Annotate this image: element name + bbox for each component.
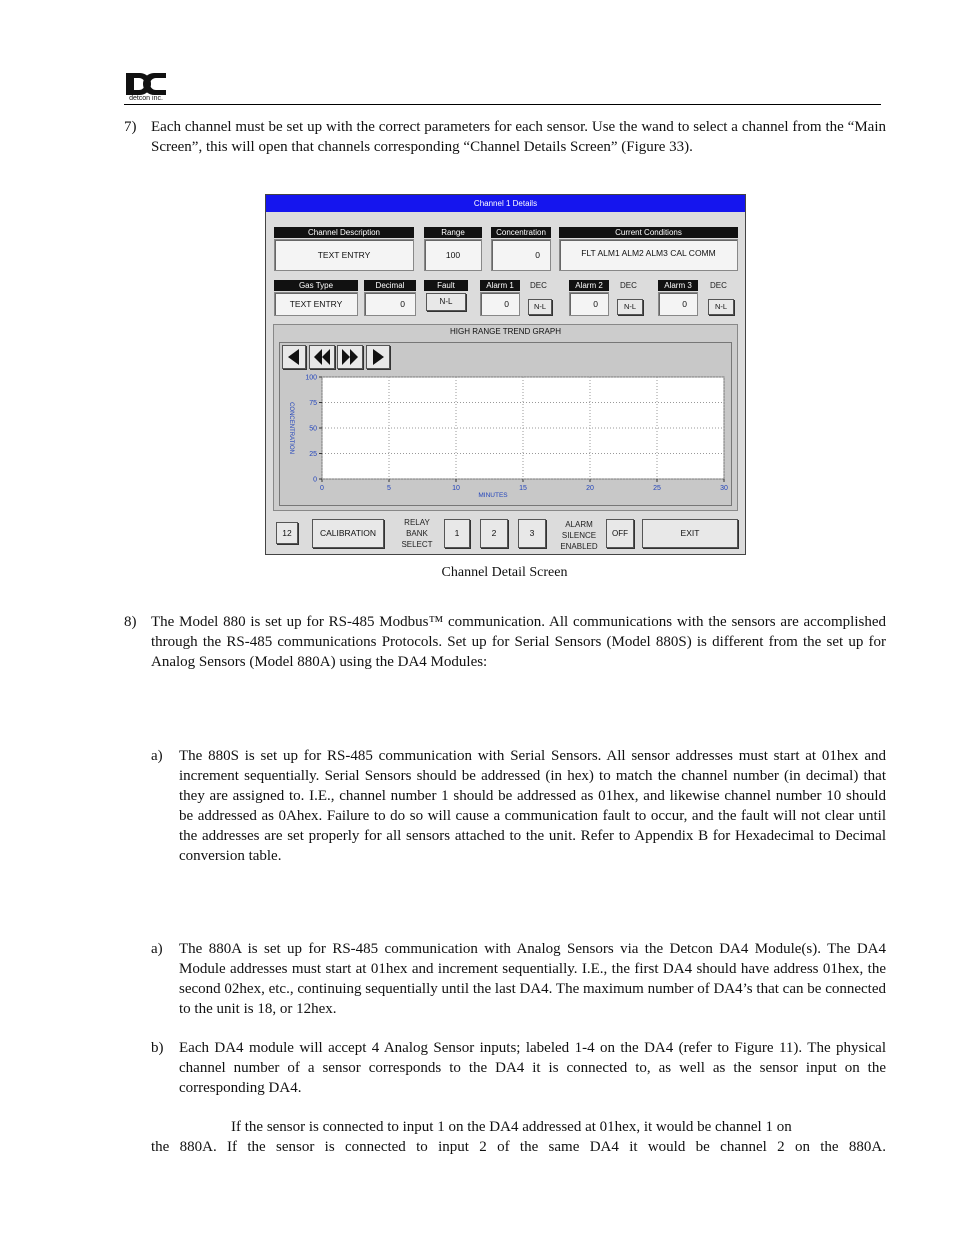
item-number: 7) <box>124 119 137 135</box>
logo-text: detcon inc. <box>129 95 163 102</box>
figure-caption: Channel Detail Screen <box>441 565 568 580</box>
range-label: Range <box>424 227 482 238</box>
paragraph: The 880S is set up for RS-485 communication with Serial Sensors. All sensor addresses must start at 01hex and increment sequentially. Serial Sensors should be addressed (in hex) to match the channel number (in decimal) that they are assigned to. I.E., channel number 1 should be addressed as 01hex, and likewise channel number 10 should be addressed as 0Ahex. Failure to do so will cause a communication fault to occur, and the fault will not clear until the addresses are set properly for all sensors attached to the unit. Refer to Appendix B for Hexadecimal to Decimal conversion table. <box>179 748 886 864</box>
item-number: 8) <box>124 614 137 630</box>
trend-chart <box>280 371 731 503</box>
fault-label: Fault <box>424 280 468 291</box>
alarm3-dec[interactable]: DEC <box>710 281 727 290</box>
scroll-right-button[interactable] <box>366 345 390 369</box>
y-axis-label: CONCENTRATION <box>288 402 294 454</box>
concentration-field: 0 <box>491 239 551 271</box>
paragraph: Each channel must be set up with the correct parameters for each sensor. Use the wand to select a channel from the “Main Screen”, this will open that channels corresponding “Channel Details Screen” (Figure 33). <box>151 119 886 155</box>
relay-bank-1-button[interactable]: 1 <box>444 519 470 548</box>
channel-description-label: Channel Description <box>274 227 414 238</box>
x-axis-label: MINUTES <box>478 492 508 499</box>
arrow-right-icon <box>367 346 389 368</box>
y-tick-label: 50 <box>309 425 317 433</box>
alarm1-label: Alarm 1 <box>480 280 520 291</box>
y-tick-label: 25 <box>309 451 317 458</box>
arrow-left-icon <box>283 346 305 368</box>
channel-number-button[interactable]: 12 <box>276 522 298 544</box>
x-tick-label: 25 <box>653 485 661 492</box>
gas-type-field[interactable]: TEXT ENTRY <box>274 292 358 316</box>
paragraph: Each DA4 module will accept 4 Analog Sensor inputs; labeled 1-4 on the DA4 (refer to Figure 11). The physical channel number of a sensor corresponds to the DA4 it is connected to, as well as the sensor input on the corresponding DA4. <box>179 1040 886 1096</box>
y-tick-label: 0 <box>313 476 317 484</box>
scroll-left-button[interactable] <box>282 345 306 369</box>
x-tick-label: 15 <box>519 485 527 492</box>
x-tick-label: 10 <box>452 485 460 492</box>
x-tick-label: 5 <box>387 485 391 492</box>
alarm2-dec[interactable]: DEC <box>620 281 637 290</box>
calibration-button[interactable]: CALIBRATION <box>312 519 384 548</box>
alarm1-dec[interactable]: DEC <box>530 281 547 290</box>
alarm-silence-label: ALARM SILENCE ENABLED <box>560 520 598 551</box>
fault-toggle[interactable]: N-L <box>426 293 466 311</box>
range-field[interactable]: 100 <box>424 239 482 271</box>
paragraph-line: If the sensor is connected to input 1 on the DA4 addressed at 01hex, it would be channel 1 on <box>231 1119 792 1135</box>
channel-details-screen <box>265 194 746 555</box>
relay-bank-select-label: RELAY BANK SELECT <box>401 518 433 549</box>
alarm2-nl-toggle[interactable]: N-L <box>617 299 643 315</box>
fast-rewind-button[interactable] <box>309 345 335 369</box>
alarm2-label: Alarm 2 <box>569 280 609 291</box>
graph-inner <box>279 342 732 506</box>
alarm3-field[interactable]: 0 <box>658 292 698 316</box>
relay-bank-3-button[interactable]: 3 <box>518 519 546 548</box>
alarm1-field[interactable]: 0 <box>480 292 520 316</box>
fast-forward-button[interactable] <box>337 345 363 369</box>
alarm-silence-toggle[interactable]: OFF <box>606 519 634 548</box>
exit-button[interactable]: EXIT <box>642 519 738 548</box>
gas-type-label: Gas Type <box>274 280 358 291</box>
x-tick-label: 30 <box>720 485 728 492</box>
decimal-field[interactable]: 0 <box>364 292 416 316</box>
fast-rewind-icon <box>310 346 334 368</box>
item-letter: a) <box>151 941 163 957</box>
current-conditions-field: FLT ALM1 ALM2 ALM3 CAL COMM <box>559 239 738 271</box>
alarm3-nl-toggle[interactable]: N-L <box>708 299 734 315</box>
item-letter: b) <box>151 1040 164 1056</box>
screen-title: Channel 1 Details <box>266 195 745 212</box>
x-tick-label: 20 <box>586 485 594 492</box>
concentration-label: Concentration <box>491 227 551 238</box>
alarm1-nl-toggle[interactable]: N-L <box>528 299 552 315</box>
paragraph: The 880A is set up for RS-485 communication with Analog Sensors via the Detcon DA4 Module(s). The DA4 Module addresses must start at 01hex and increment sequentially. I.E., the first DA4 should have address 01hex, the second 02hex, etc., continuing sequentially until the last DA4. The maximum number of DA4’s that can be connected to the unit is 18, or 12hex. <box>179 941 886 1017</box>
paragraph-line: the 880A. If the sensor is connected to input 2 of the same DA4 it would be channel 2 on the 880A. <box>151 1139 886 1155</box>
graph-title: HIGH RANGE TREND GRAPH <box>450 327 561 336</box>
relay-bank-2-button[interactable]: 2 <box>480 519 508 548</box>
decimal-label: Decimal <box>364 280 416 291</box>
alarm2-field[interactable]: 0 <box>569 292 609 316</box>
trend-graph-panel <box>273 324 738 511</box>
item-letter: a) <box>151 748 163 764</box>
y-tick-label: 100 <box>305 374 317 382</box>
x-tick-label: 0 <box>320 485 324 492</box>
y-tick-label: 75 <box>309 400 317 407</box>
paragraph: The Model 880 is set up for RS-485 Modbus™ communication. All communications with the sensors are accomplished through the RS-485 communications Protocols. Set up for Serial Sensors (Model 880S) is different from the set up for Analog Sensors (Model 880A) using the DA4 Modules: <box>151 614 886 670</box>
current-conditions-label: Current Conditions <box>559 227 738 238</box>
alarm3-label: Alarm 3 <box>658 280 698 291</box>
channel-description-field[interactable]: TEXT ENTRY <box>274 239 414 271</box>
fast-forward-icon <box>338 346 362 368</box>
header-rule <box>124 104 881 105</box>
